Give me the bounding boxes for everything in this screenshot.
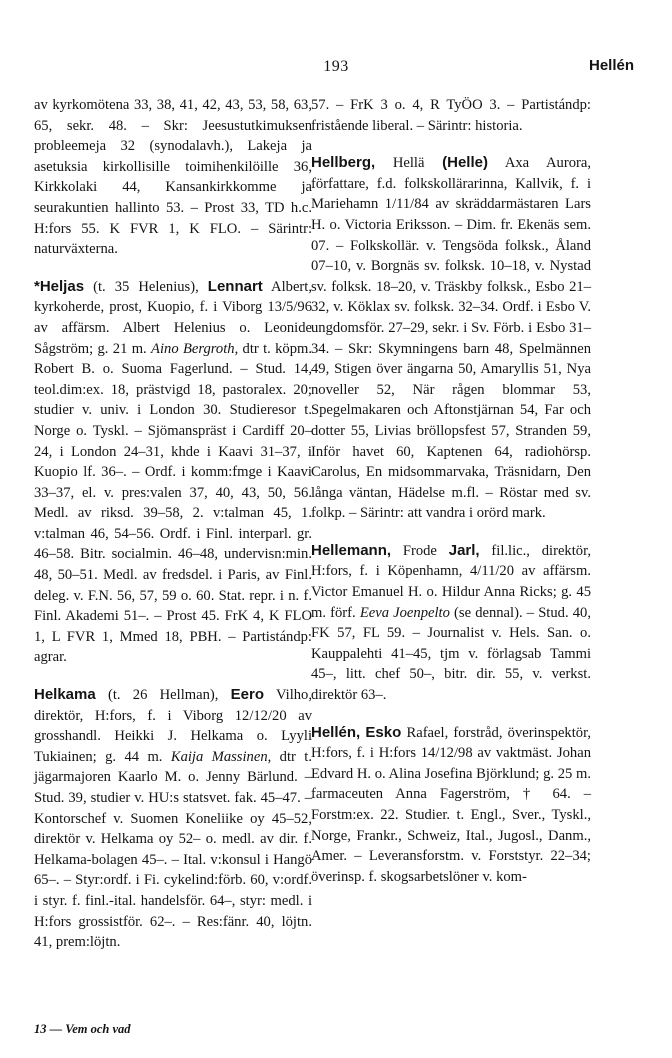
right-column [311, 95, 591, 904]
entry-hellen [311, 723, 591, 888]
page-number: 193 [323, 58, 349, 75]
spouse-name: Eeva Joenpelto [359, 604, 450, 621]
entry-body: (se dennal). – Stud. 40, FK 57, FL 59. – Journalist v. Hels. San. o. Kauppalehti 41–45, tjm v. förlagsab Tammi 45–, litt. chef 50–, bitr. dir. 55, v. verkst. direktör 63–. [311, 604, 591, 704]
entry-hellberg [311, 153, 591, 524]
left-column [34, 95, 312, 970]
given-name: Jarl, [448, 541, 480, 559]
headword: Hellemann, [311, 541, 392, 559]
given-name: Eero [230, 686, 264, 704]
headword: *Heljas [34, 277, 85, 295]
running-head: Hellén [588, 57, 634, 74]
given-name: Esko [365, 723, 402, 741]
headword: Helkama [34, 686, 96, 704]
entry-heljas [34, 277, 312, 668]
given-name: Lennart [207, 277, 263, 295]
entry-body: Vilho, direktör, H:fors, f. i Viborg 12/12/20 av grosshandl. Heikki J. Helkama o. Lyyli Tukiainen; g. 44 m. [34, 687, 312, 765]
entry-body: , dtr t. jägarmajoren Kaarlo M. o. Jenny Bärlund. – Stud. 39, studier v. HU:s statsvet. fak. 45–47. – Kontorschef v. Suomen Koneliike oy 45–52, direktör v. Helkama oy 52– o. medl. av dir. f. Helkama-bolagen 45–. – Ital. v:konsul i Hangö 65–. – Styr:ordf. i Fi. cykelind:förb. 60, v:ordf. i styr. f. finl.-ital. handelsför. 64–, styr: medl. i H:fors grossistför. 62–. – Res:fänr. 40, löjtn. 41, prem:löjtn. [34, 748, 312, 951]
name-note: Hellä [375, 155, 443, 172]
entry-body: Axa Aurora, författare, f.d. folkskollärarinna, Kallvik, f. i Mariehamn 1/11/84 av skräddarmästaren Lars H. o. Victoria Eriksson. – Dim. fr. Ekenäs sem. 07. – Folkskollär. v. Tengsöda folksk., Åland 07–10, v. Borgnäs sv. folksk. 10–18, v. Nystad sv. folksk. 18–20, v. Träskby folksk., Esbo 21–32, v. Köklax sv. folksk. 32–34. Ordf. i Esbo V. ungdomsför. 27–29, sekr. i Sv. Förb. i Esbo 31–34. – Skr: Skymningens barn 48, Spelmännen 49, Stigen över ängarna 50, Amaryllis 51, Nya noveller 52, När rågen blommar 53, Spegelmakaren och Aftonstjärnan 54, Far och dotter 55, Livias bröllopsfest 57, Stranden 59, Inför havet 60, Kaptenen 64, radiohörsp. Carolus, En midsommarvaka, Träsnidarn, Den långa väntan, Hädelse m.fl. – Röstar med sv. folkp. – Särintr: att vandra i orörd mark. [311, 155, 592, 522]
name-note: (t. 26 Hellman), [95, 687, 231, 704]
entry-body: Albert, kyrkoherde, prost, Kuopio, f. i Viborg 13/5/96 av affärsm. Albert Helenius o. Leonide Sågström; g. 21 m. [34, 278, 312, 357]
entry-helkama [34, 685, 312, 953]
name-note: Frode [391, 542, 449, 559]
spouse-name: Kaija Massinen [170, 748, 268, 765]
continuation-text: av kyrkomötena 33, 38, 41, 42, 43, 53, 58, 63, 65, sekr. 48. – Skr: Jeesustutkimuksen probleemeja 32 (synodalavh.), Lakeja ja asetuksia kirkollisille toimihenkilöille 36, Kirkkolaki 44, Kansankirkkomme ja seurakuntien hallinto 53. – Prost 33, TD h.c. H:fors 55. K FVR 1, K FLO. – Särintr: naturväxterna. [34, 97, 312, 258]
spouse-name: Aino Bergroth [151, 340, 235, 357]
name-note: (t. 35 Helenius), [84, 278, 208, 295]
footer-signature: 13 — Vem och vad [34, 1022, 131, 1036]
continuation-text: 57. – FrK 3 o. 4, R TyÖO 3. – Partistándp: fristående liberal. – Särintr: historia. [311, 97, 591, 134]
entry-body: Rafael, forstråd, överinspektör, H:fors, f. i H:fors 14/12/98 av vaktmäst. Johan Edvard H. o. Alina Josefina Björklund; g. 25 m. farmaceuten Anna Fagerström, † 64. – Forstm:ex. 22. Studier. t. Engl., Sver., Tyskl., Norge, Frankr., Schweiz, Ital., Jugosl., Danm., Amer. – Leveransforstm. v. Forststyr. 22–34; överinsp. f. skogsarbetslöner v. kom- [311, 724, 591, 885]
headword: Hellén, [311, 723, 361, 741]
entry-body: fil.lic., direktör, H:fors, f. i Köpenhamn, 4/11/20 av affärsm. Victor Emanuel H. o. Hildur Anna Ricks; g. 45 m. förf. [311, 542, 591, 621]
given-name: (Helle) [442, 154, 488, 172]
headword: Hellberg, [311, 154, 376, 172]
entry-hellemann [311, 541, 591, 706]
entry-body: , dtr t. köpm. Robert B. o. Suoma Fagerlund. – Stud. 14, teol.dim:ex. 18, prästvigd 18, pastoralex. 20; studier v. univ. i London 30. Studieresor t. Norge o. Tyskl. – Sjömanspräst i Cardiff 20–24, i London 24–31, khde i Kaavi 31–37, i Kuopio lf. 36–. – Ordf. i komm:fmge i Kaavi 33–37, el. v. pres:valen 37, 40, 43, 50, 56. Medl. av riksd. 39–58, 2. v:talman 45, 1. v:talman 46, 54–56. Ordf. i Finl. interparl. gr. 46–58. Bitr. socialmin. 46–48, undervisn:min. 48, 50–51. Medl. av fredsdel. i Paris, av Finl. deleg. v. F.N. 56, 57, 59 o. 60. Stat. repr. i n. f. Finl. Akademi 51–. – Prost 45. FrK 4, K FLO 1, L FVR 1, Mmed 18, PBH. – Partistándp: agrar. [34, 340, 313, 666]
